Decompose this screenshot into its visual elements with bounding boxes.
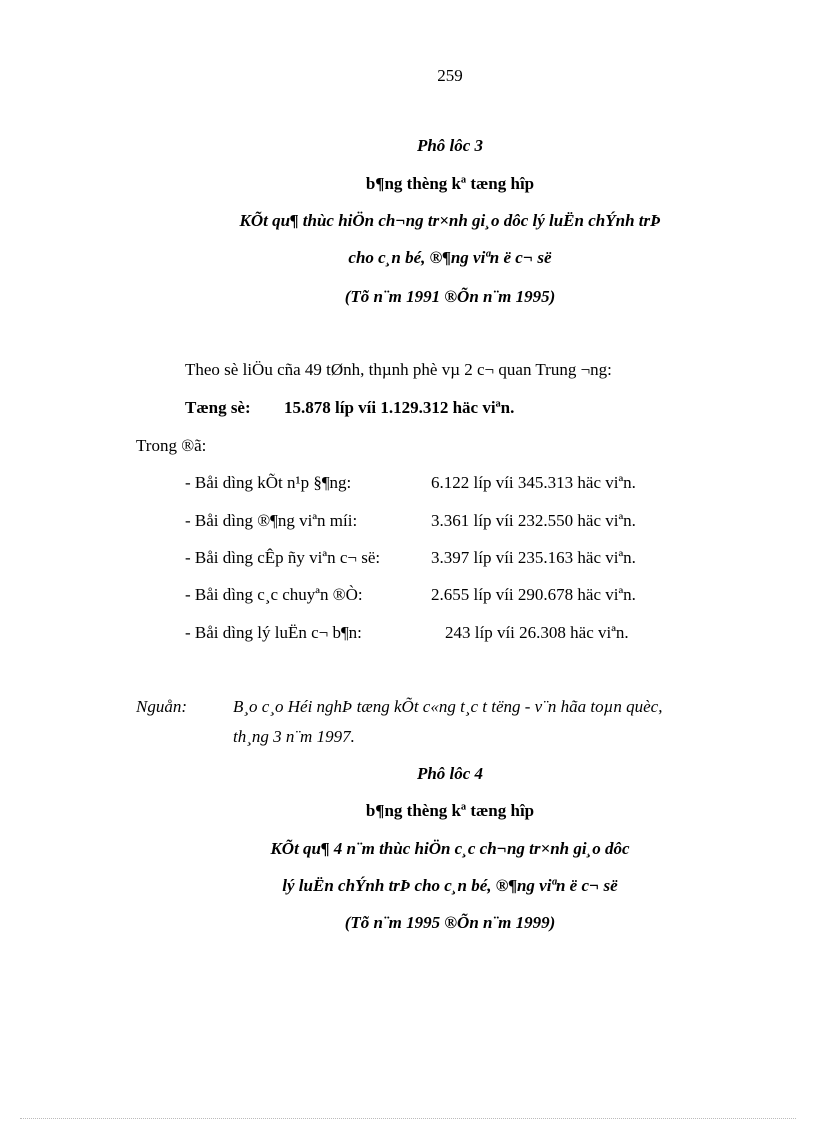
appendix4-title: b¶ng thèng kª tæng hîp: [365, 801, 535, 820]
appendix3-heading: Phô lôc 3: [416, 136, 484, 155]
list-item-label: - Båi dìng c¸c chuyªn ®Ò:: [185, 585, 363, 604]
list-item-label: - Båi dìng ®¶ng viªn míi:: [185, 511, 358, 530]
list-item-value: 243 líp víi 26.308 häc viªn.: [445, 623, 629, 642]
list-item-label: - Båi dìng cÊp ñy viªn c¬ së:: [185, 548, 381, 567]
appendix3-subtitle-line1: KÕt qu¶ thùc hiÖn ch¬ng tr×nh gi¸o dôc lý luËn chÝnh trÞ: [239, 211, 661, 230]
appendix3-period: (Tõ n¨m 1991 ®Õn n¨m 1995): [344, 287, 556, 306]
page-number: 259: [437, 66, 463, 85]
footer-divider: [20, 1118, 796, 1119]
appendix4-period: (Tõ n¨m 1995 ®Õn n¨m 1999): [344, 913, 556, 932]
appendix4-heading: Phô lôc 4: [416, 764, 484, 783]
list-item-value: 6.122 líp víi 345.313 häc viªn.: [431, 473, 636, 492]
appendix4-subtitle-line2: lý luËn chÝnh trÞ cho c¸n bé, ®¶ng viªn ë c¬ së: [282, 876, 618, 895]
list-item-value: 3.361 líp víi 232.550 häc viªn.: [431, 511, 636, 530]
appendix3-title: b¶ng thèng kª tæng hîp: [365, 174, 535, 193]
list-item-label: - Båi dìng kÕt n¹p §¶ng:: [185, 473, 352, 492]
appendix4-subtitle-line1: KÕt qu¶ 4 n¨m thùc hiÖn c¸c ch¬ng tr×nh gi¸o dôc: [270, 839, 630, 858]
trong-do-label: Trong ®ã:: [136, 436, 207, 455]
appendix3-subtitle-line2: cho c¸n bé, ®¶ng viªn ë c¬ së: [348, 248, 552, 267]
total-value: 15.878 líp víi 1.129.312 häc viªn.: [284, 398, 515, 417]
intro-text: Theo sè liÖu cña 49 tØnh, thµnh phè vµ 2 c¬ quan Trung ¬ng:: [185, 360, 612, 379]
total-label: Tæng sè:: [185, 398, 251, 417]
list-item-label: - Båi dìng lý luËn c¬ b¶n:: [185, 623, 362, 642]
list-item-value: 2.655 líp víi 290.678 häc viªn.: [431, 585, 636, 604]
source-label: Nguån:: [136, 697, 187, 716]
list-item-value: 3.397 líp víi 235.163 häc viªn.: [431, 548, 636, 567]
source-text-line2: th¸ng 3 n¨m 1997.: [233, 727, 355, 746]
source-text-line1: B¸o c¸o Héi nghÞ tæng kÕt c«ng t¸c t tëng - v¨n hãa toµn quèc,: [233, 697, 663, 716]
